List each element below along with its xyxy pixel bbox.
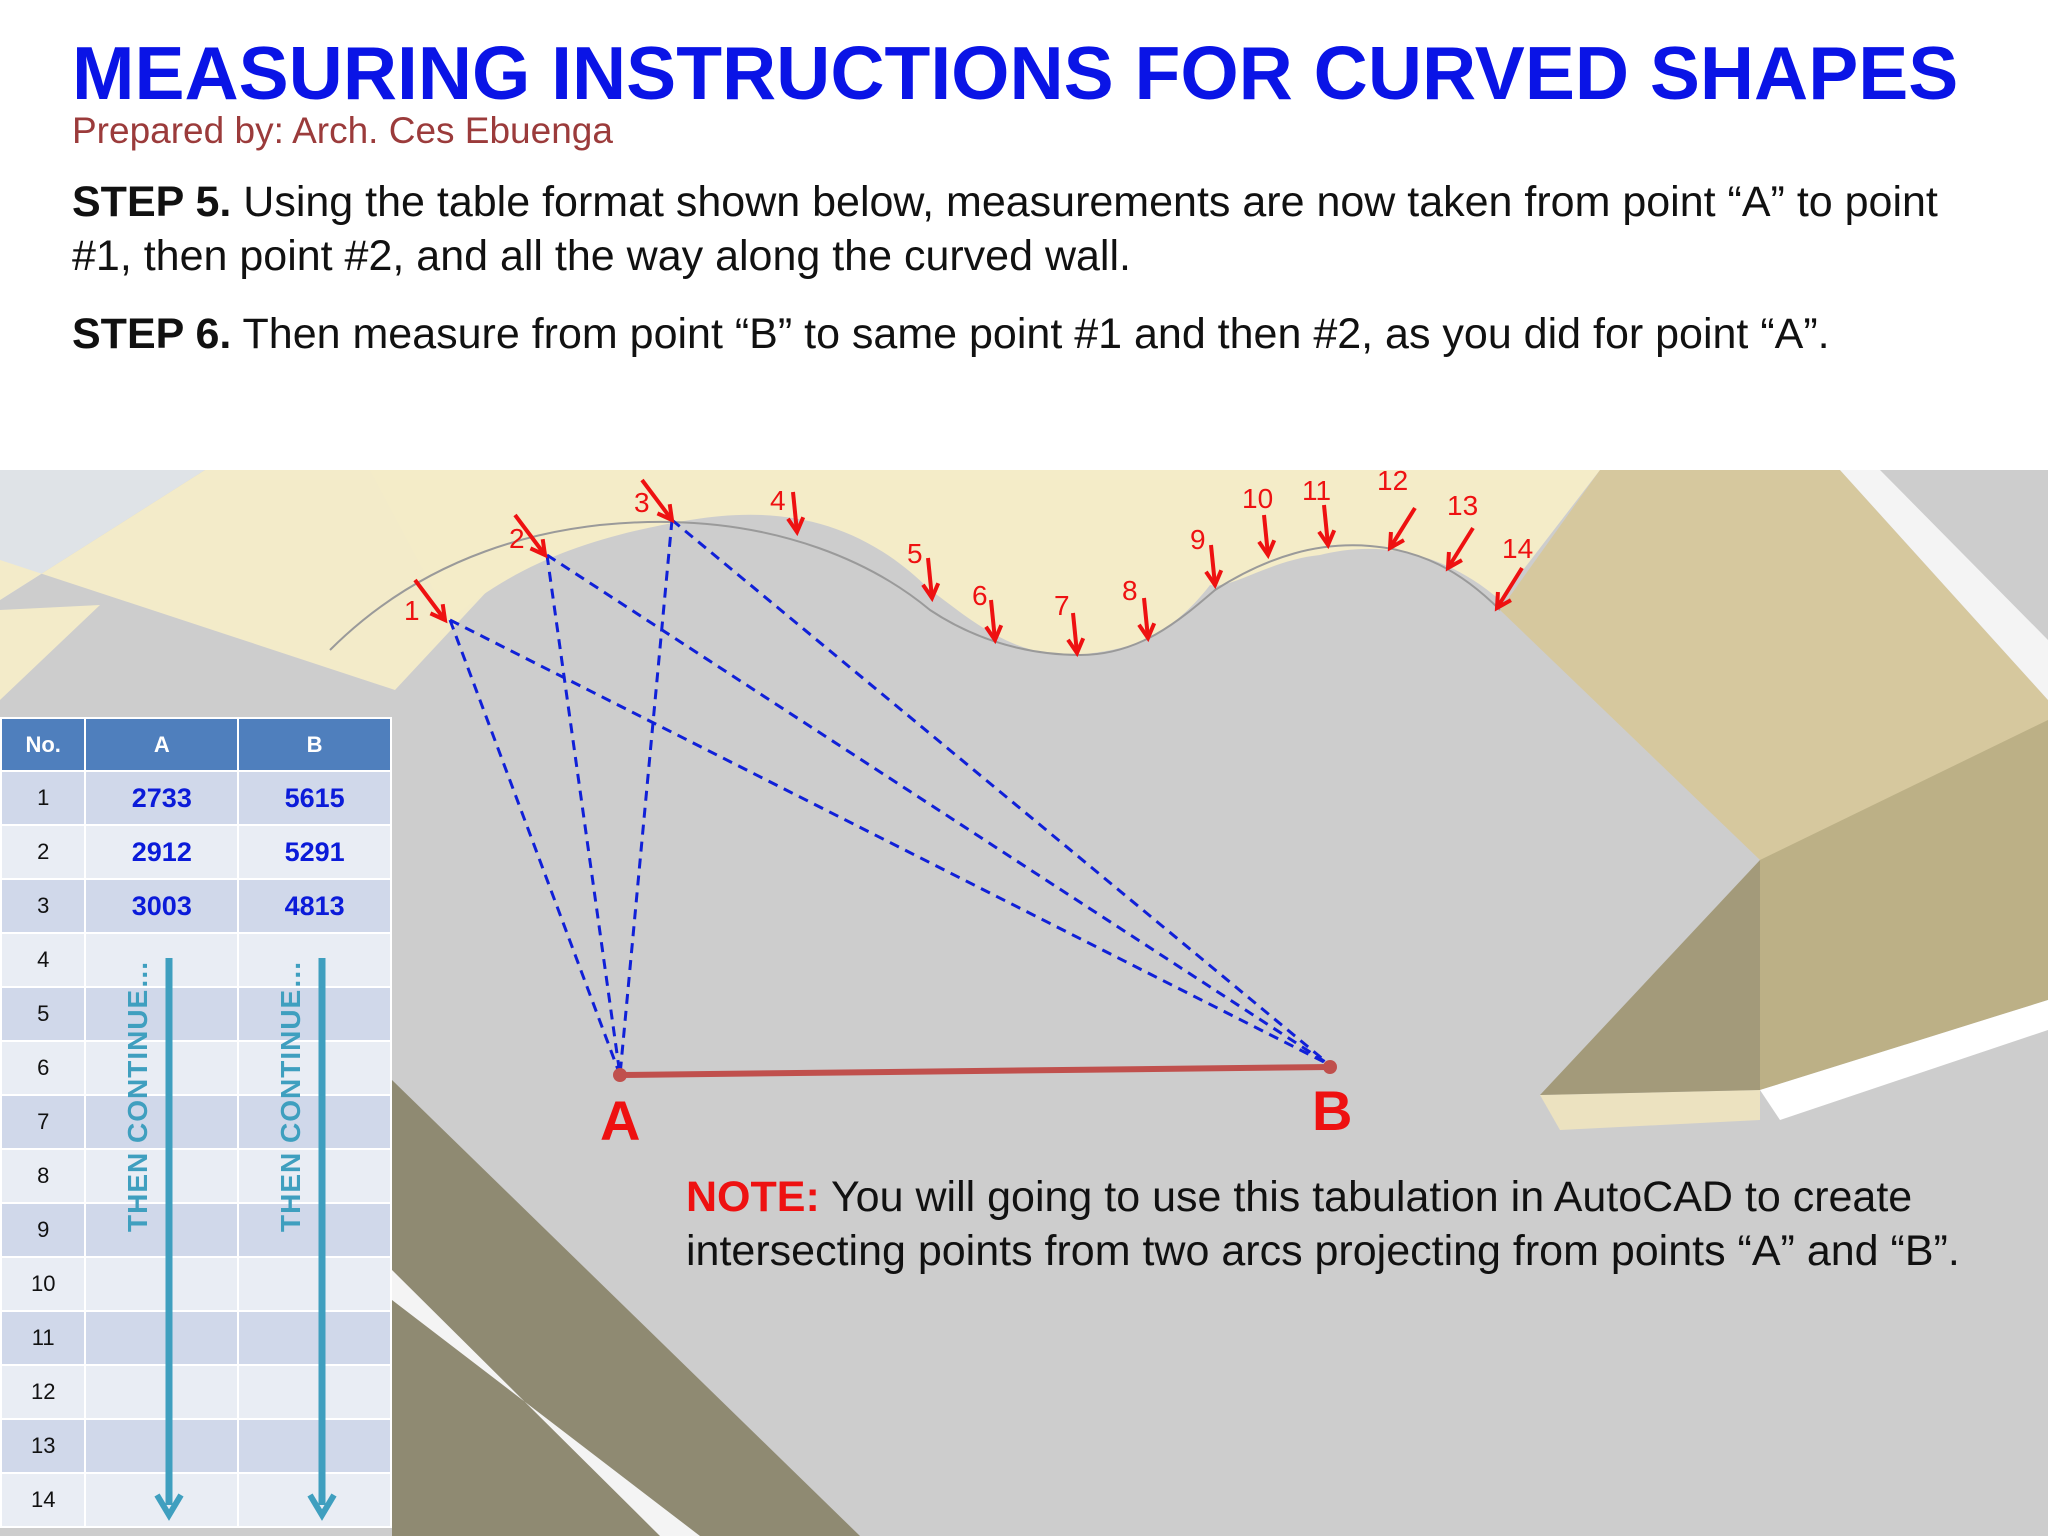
curve-point-label: 10 [1242,483,1274,514]
curve-point-label: 1 [404,595,420,626]
cell-a: 3003 [85,879,238,933]
curve-point-label: 8 [1122,575,1138,606]
curve-point-label: 6 [972,580,988,611]
cell-b: 5615 [238,771,391,825]
continue-label-a: THEN CONTINUE… [122,959,153,1232]
cell-no: 1 [1,771,85,825]
curve-point-label: 12 [1377,470,1409,496]
step-6-text: Then measure from point “B” to same point #1 and then #2, as you did for point “A”. [231,310,1830,358]
curve-point-label: 11 [1302,475,1332,506]
cell-no: 3 [1,879,85,933]
curve-point-label: 7 [1054,590,1070,621]
curve-point-label: 14 [1502,533,1534,564]
col-header-a: A [85,718,238,771]
cell-no: 10 [1,1257,85,1311]
continue-arrows [0,0,392,1536]
cell-no: 6 [1,1041,85,1095]
curve-point-label: 13 [1447,490,1479,521]
point-a-label: A [600,1089,641,1152]
cell-b: 4813 [238,879,391,933]
curve-point-label: 9 [1190,524,1206,555]
curve-point-label: 2 [509,523,525,554]
cell-a: 2912 [85,825,238,879]
step-5-label: STEP 5. [72,178,232,226]
continue-label-b: THEN CONTINUE… [275,959,306,1232]
cell-no: 4 [1,933,85,987]
cell-no: 5 [1,987,85,1041]
step-5-text: Using the table format shown below, measurements are now taken from point “A” to point #1, then point #2, and all the way along the curved wall. [72,178,1938,280]
note-body: You will going to use this tabulation in AutoCAD to create intersecting points from two arcs projecting from points “A” and “B”. [686,1173,1960,1275]
col-header-no: No. [1,718,85,771]
point-a-dot [613,1068,627,1082]
cell-no: 14 [1,1473,85,1527]
col-header-b: B [238,718,391,771]
cell-no: 13 [1,1419,85,1473]
cell-a: 2733 [85,771,238,825]
page-title: MEASURING INSTRUCTIONS FOR CURVED SHAPES [72,31,1959,115]
cell-b: 5291 [238,825,391,879]
cell-no: 7 [1,1095,85,1149]
point-b-dot [1323,1060,1337,1074]
cell-no: 2 [1,825,85,879]
cell-no: 11 [1,1311,85,1365]
curve-point-label: 5 [907,538,923,569]
step-6-label: STEP 6. [72,310,232,358]
cell-no: 8 [1,1149,85,1203]
note-text [686,1170,1986,1278]
point-b-label: B [1312,1079,1353,1142]
author-credit: Prepared by: Arch. Ces Ebuenga [72,110,613,151]
cell-no: 9 [1,1203,85,1257]
curve-point-label: 4 [770,485,786,516]
curve-point-label: 3 [634,487,650,518]
cell-no: 12 [1,1365,85,1419]
note-label: NOTE: [686,1173,820,1221]
